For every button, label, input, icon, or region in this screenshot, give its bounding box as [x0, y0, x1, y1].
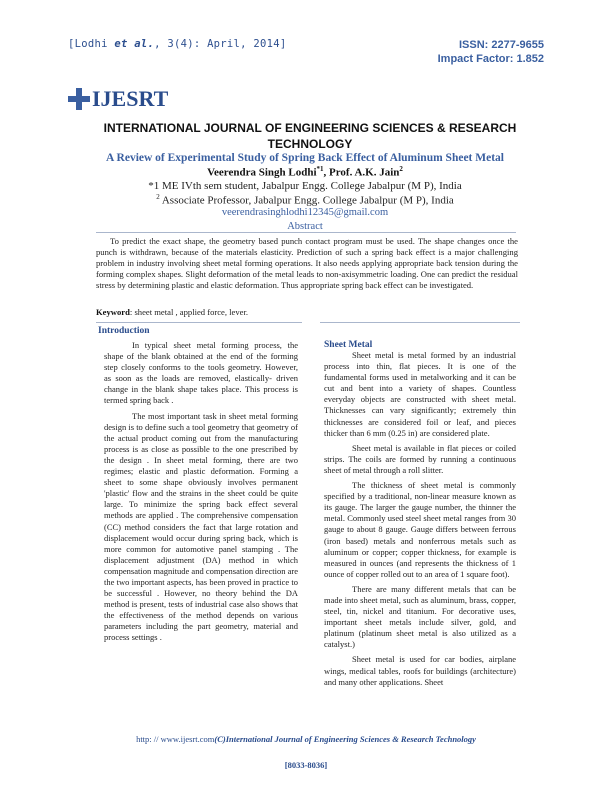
paper-title: A Review of Experimental Study of Spring Back Effect of Aluminum Sheet Metal — [105, 152, 504, 164]
plus-cross-icon — [68, 88, 90, 110]
journal-metrics — [438, 38, 544, 66]
sheet-metal-heading: Sheet Metal — [324, 340, 373, 350]
impact-factor: Impact Factor: 1.852 — [437, 53, 544, 65]
page-range: [8033-8036] — [284, 760, 328, 770]
authors — [60, 165, 550, 179]
sheet-metal-paragraph-3: The thickness of sheet metal is commonly specified by a traditional, non-linear measure known as its gauge. The larger the gauge number, the thinner the metal. Commonly used steel sheet metal ranges from 30 gauge to about 8 gauge. Gauge differs between ferrous (iron based) metals and nonferrous metals such as aluminum or copper; copper thickness, for example is measured in ounces (and represents the thickness of 1 ounce of copper rolled out to an area of 1 square foot). — [324, 480, 516, 579]
right-column-divider — [320, 322, 520, 323]
sheet-metal-paragraph-4: There are many different metals that can be made into sheet metal, such as aluminum, brass, copper, steel, tin, nickel and titanium. For decorative uses, important sheet metals include silver, gold, and platinum (platinum sheet metal is also utilized as a catalyst.) — [324, 583, 516, 650]
sheet-metal-paragraph-2: Sheet metal is available in flat pieces or coiled strips. The coils are formed by running a continuous sheet of metal through a roll slitter. — [324, 442, 516, 475]
footer-journal: (C)International Journal of Engineering Sciences & Research Technology — [214, 734, 476, 744]
citation-issue: , 3(4): April, 2014] — [154, 38, 287, 50]
abstract-text: To predict the exact shape, the geometry based punch contact program must be used. The shape changes once the punch is withdrawn, because of the materials elasticity. Prediction of such a spring back effect is a major challenging problem in industry involving sheet metal forming operations. It also needs applying appropriate back tension during the forming complex shapes. Slight deformation of the metal leads to non-axisymmetric loading. One can predict the residual stress by determining plastic and elastic deformation. Thus appropriate spring back effect can be investigated. — [96, 236, 518, 291]
affiliation-2-sup: 2 — [156, 193, 160, 201]
logo-text: IJESRT — [92, 86, 169, 111]
citation-header — [68, 38, 287, 50]
keyword-label: Keyword — [96, 307, 130, 317]
author-email[interactable]: veerendrasinghlodhi12345@gmail.com — [221, 207, 389, 218]
keyword-list: : sheet metal , applied force, lever. — [129, 307, 249, 317]
introduction-body — [104, 340, 298, 648]
affiliation-2-text: Associate Professor, Jabalpur Engg. College Jabalpur (M P), India — [159, 194, 454, 207]
introduction-paragraph-1: In typical sheet metal forming process, the shape of the blank obtained at the end of the forming step closely conforms to the tools geometry. However, as soon as the loads are removed, elastically- driven change in the blank shape takes place. This process is termed spring back . — [104, 340, 298, 406]
citation-etal: et al. — [114, 38, 155, 50]
footer — [60, 734, 552, 744]
introduction-paragraph-2: The most important task in sheet metal forming design is to define such a tool geometry that geometry of the actual product coming out from the manufacturing process is as close as possible to the one prescribed by the design . In sheet metal forming, there are two regimes; elastic and plastic deformation. Forming a sheet to some shape obviously involves permanent 'plastic' flow and the strains in the sheet could be quite large. To minimize the spring back effect several methods are applied . The comprehensive compensation (CC) method considers the fact that large rotation and displacement would occur during spring back, which is more common for automotive panel stamping . The displacement adjustment (DA) method in which compensation magnitude and compensation direction are the two important aspects, has been proved in practice to be successful . However, no theory behind the DA method is present, tests of industrial case also shows that the effectiveness of the method depends on various parameters including the part geometry, material and process settings . — [104, 410, 298, 643]
author-1-sup: *1 — [316, 165, 324, 173]
sheet-metal-body — [324, 350, 516, 692]
author-2-sup: 2 — [399, 165, 403, 173]
citation-author: [Lodhi — [68, 38, 115, 50]
left-column-divider — [96, 322, 302, 323]
sheet-metal-paragraph-1: Sheet metal is metal formed by an industrial process into thin, flat pieces. It is one of the fundamental forms used in metalworking and it can be cut and bent into a variety of shapes. Countless everyday objects are constructed with sheet metal. Thicknesses can vary significantly; extremely thin thicknesses are considered foil or leaf, and pieces thicker than 6 mm (0.25 in) are considered plate. — [324, 350, 516, 438]
author-2: , Prof. A.K. Jain — [323, 166, 400, 179]
journal-logo — [68, 86, 168, 112]
affiliation-1: *1 ME IVth sem student, Jabalpur Engg. College Jabalpur (M P), India — [148, 180, 462, 192]
sheet-metal-paragraph-5: Sheet metal is used for car bodies, airplane wings, medical tables, roofs for buildings (architecture) and many other applications. Sheet — [324, 654, 516, 687]
affiliation-2 — [60, 193, 550, 207]
issn: ISSN: 2277-9655 — [459, 39, 544, 51]
author-1: Veerendra Singh Lodhi — [207, 166, 317, 179]
journal-name: INTERNATIONAL JOURNAL OF ENGINEERING SCIENCES & RESEARCH TECHNOLOGY — [103, 121, 517, 151]
keywords — [96, 307, 518, 317]
footer-url[interactable]: http: // www.ijesrt.com — [136, 734, 215, 744]
abstract-heading: Abstract — [287, 221, 323, 232]
abstract-divider — [96, 232, 516, 233]
introduction-heading: Introduction — [98, 326, 150, 336]
